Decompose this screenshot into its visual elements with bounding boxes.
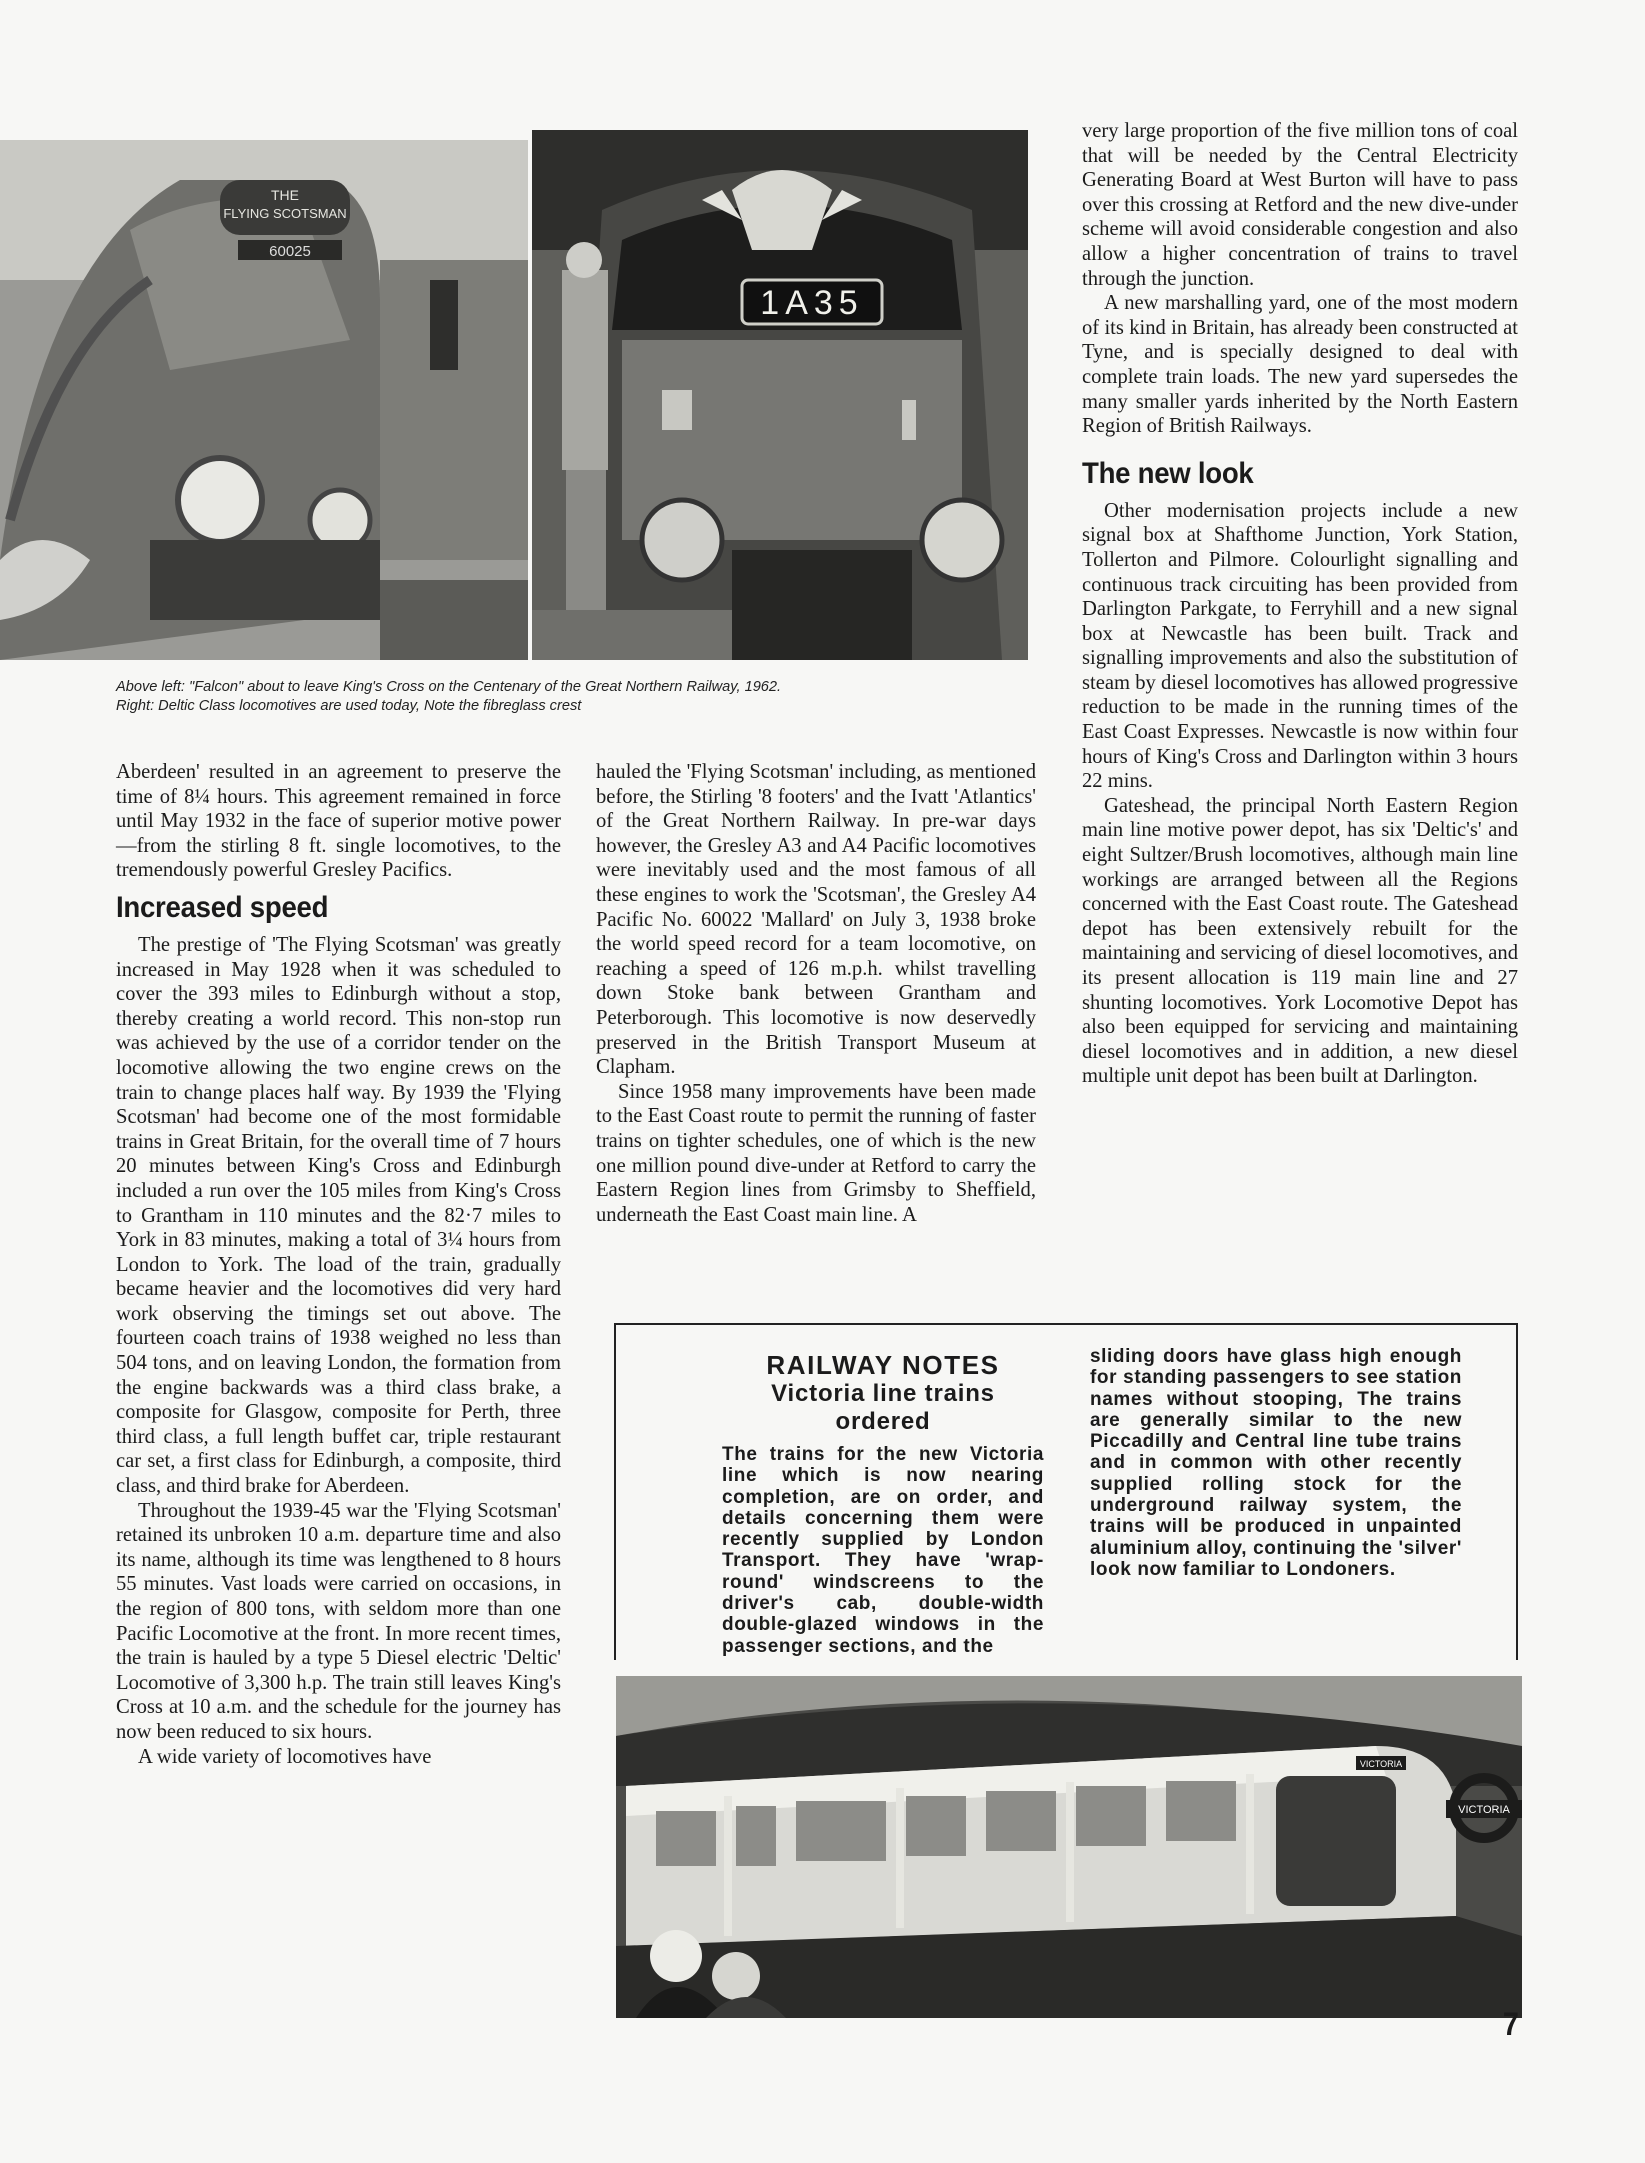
paragraph: The prestige of 'The Flying Scotsman' was greatly increased in May 1928 when it was scheduled to cover the 393 miles to Edinburgh without a stop, thereby creating a world record. This non-stop run was achieved by the use of a corridor tender on the locomotive allowing the two engine crews on the train to change places half way. By 1939 the 'Flying Scotsman' had become one of the most formidable trains in Great Britain, for the overall time of 7 hours 20 minutes between King's Cross and Edinburgh included a run over the 105 miles from King's Cross to Grantham in 110 minutes and the 82·7 miles to York in 83 minutes, making a total of 3¼ hours from London to York. The load of the train, gradually became heavier and the locomotives did very hard work observing the timings set out above. The fourteen coach trains of 1938 weighed no less than 504 tons, and on leaving London, the formation from the engine backwards was a third class brake, a composite for Glasgow, composite for Perth, three third class, a full length buffet car, triple restaurant car set, a first class for Edinburgh, a composite, third class, and third brake for Aberdeen. xyxy=(116,933,561,1498)
photo-a4-falcon xyxy=(0,140,528,660)
paragraph: Since 1958 many improvements have been made to the East Coast route to permit the running of faster trains on tighter schedules, one of which is the new one million pound dive-under at Retford to carry the Eastern Region lines from Grimsby to Sheffield, underneath the East Coast main line. A xyxy=(596,1080,1036,1226)
photo-caption xyxy=(116,678,1046,716)
paragraph: Other modernisation projects include a new signal box at Shafthome Junction, York Station, Tollerton and Pilmore. Colourlight signalling and continuous track circuiting has been provided from Darlington Parkgate, to Ferryhill and a new signal box at Newcastle has been built. Track and signalling improvements and also the substitution of steam by diesel locomotives has allowed progressive reduction to be made in the running times of the East Coast Expresses. Newcastle is now within four hours of King's Cross and Darlington within 3 hours 22 mins. xyxy=(1082,499,1518,793)
page-number: 7 xyxy=(1502,2006,1519,2042)
paragraph: very large proportion of the five million tons of coal that will be needed by the Central Electricity Generating Board at West Burton will have to pass over this crossing at Retford and the new dive-under scheme will avoid considerable congestion and also allow a higher concentration of trains to travel through the junction. xyxy=(1082,120,1518,290)
paragraph: A new marshalling yard, one of the most modern of its kind in Britain, has already been constructed at Tyne, and is specially designed to deal with complete train loads. The new yard supersedes the many smaller yards inherited by the North Eastern Region of British Railways. xyxy=(1082,292,1518,438)
paragraph: Throughout the 1939-45 war the 'Flying Scotsman' retained its unbroken 10 a.m. departure time and also its name, although its time was lengthened to 8 hours 55 minutes. Vast loads were carried on occasions, in the region of 800 tons, with seldom more than one Pacific Locomotive at the front. In more recent times, the train is hauled by a type 5 Diesel electric 'Deltic' Locomotive of 3,300 h.p. The train still leaves King's Cross at 10 a.m. and the schedule for the journey has now been reduced to six hours. xyxy=(116,1499,561,1743)
photo-deltic xyxy=(532,130,1028,660)
paragraph: hauled the 'Flying Scotsman' including, as mentioned before, the Stirling '8 footers' and the Ivatt 'Atlantics' of the Great Northern Railway. In pre-war days however, the Gresley A3 and A4 Pacific locomotives were inevitably used and the most famous of all these engines to work the 'Scotsman', the Gresley A4 Pacific No. 60022 'Mallard' on July 3, 1938 broke the world speed record for a team locomotive, on reaching a speed of 126 m.p.h. whilst travelling down Stoke bank between Grantham and Peterborough. This locomotive is now deservedly preserved in the British Transport Museum at Clapham. xyxy=(596,761,1036,1079)
destination-blind: VICTORIA xyxy=(1359,1759,1403,1769)
right-column xyxy=(1082,119,1518,1089)
loco-number-plate: 60025 xyxy=(269,243,311,260)
station-roundel-text: VICTORIA xyxy=(1458,1804,1510,1816)
photo-victoria-line-train xyxy=(616,1676,1522,2018)
caption-line-1: Above left: "Falcon" about to leave King's Cross on the Centenary of the Great Northern Railway, 1962. xyxy=(116,679,782,695)
svg-text:FLYING SCOTSMAN: FLYING SCOTSMAN xyxy=(223,206,347,221)
caption-line-2: Right: Deltic Class locomotives are used today, Note the fibreglass crest xyxy=(116,698,582,714)
railway-notes-subtitle: Victoria line trains ordered xyxy=(771,1380,995,1435)
headboard-text: THE xyxy=(271,187,299,203)
paragraph: Aberdeen' resulted in an agreement to preserve the time of 8¼ hours. This agreement remained in force until May 1932 in the face of superior motive power—from the stirling 8 ft. single locomotives, to the tremendously powerful Gresley Pacifics. xyxy=(116,761,561,882)
headcode-display: 1A35 xyxy=(760,284,864,322)
paragraph: A wide variety of locomotives have xyxy=(138,1745,432,1768)
railway-notes-text-right: sliding doors have glass high enough for standing passengers to see station names without stooping, The trains are generally similar to the new Piccadilly and Central line tube trains and in common with other recently supplied rolling stock for the underground railway system, the trains will be produced in unpainted aluminium alloy, continuing the 'silver' look now familiar to Londoners. xyxy=(1090,1346,1462,1580)
middle-column xyxy=(596,760,1036,1227)
section-heading-increased-speed: Increased speed xyxy=(116,890,329,924)
left-column xyxy=(116,760,561,1769)
railway-notes-text-left: The trains for the new Victoria line which is now nearing completion, are on order, and details concerning them were recently supplied by London Transport. They have 'wrap-round' windscreens to the driver's cab, double-width double-glazed windows in the passenger sections, and the xyxy=(722,1444,1044,1657)
railway-notes-title: RAILWAY NOTES xyxy=(766,1350,1000,1380)
paragraph: Gateshead, the principal North Eastern Region main line motive power depot, has six 'Deltic's' and eight Sultzer/Brush locomotives, although main line workings are arranged between all the Regions concerned with the East Coast route. The Gateshead depot has been extensively rebuilt for the maintaining and servicing of diesel locomotives, and its present allocation is 119 main line and 27 shunting locomotives. York Locomotive Depot has also been equipped for servicing and maintaining diesel locomotives and in addition, a new diesel multiple unit depot has been built at Darlington. xyxy=(1082,794,1518,1088)
section-heading-new-look: The new look xyxy=(1082,456,1254,490)
railway-notes-heading xyxy=(722,1350,1044,1436)
